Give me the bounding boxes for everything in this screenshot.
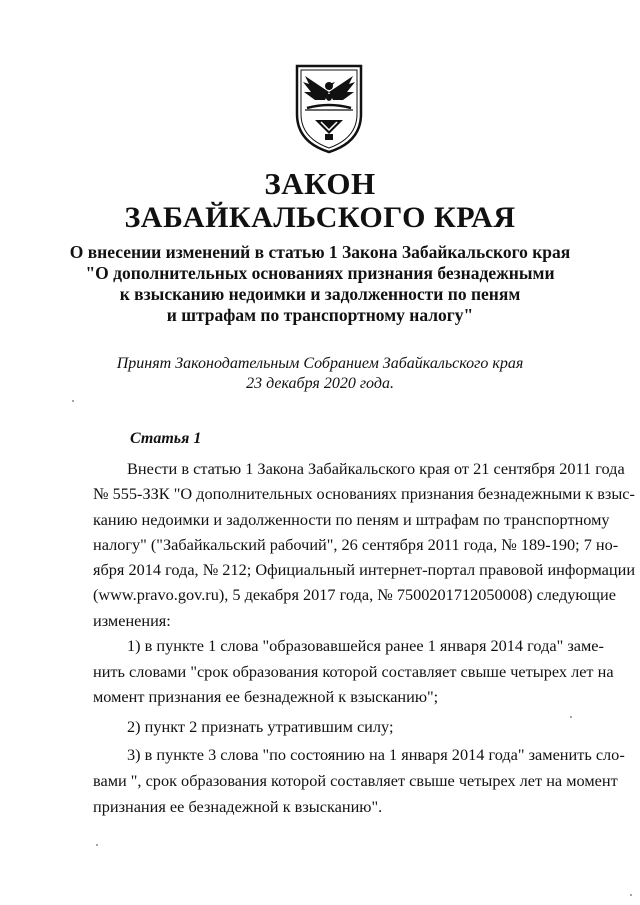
article-paragraph-line: Внести в статью 1 Закона Забайкальского края от 21 сентября 2011 года xyxy=(127,459,625,478)
amendment-item-line: 3) в пункте 3 слова "по состоянию на 1 января 2014 года" заменить сло- xyxy=(127,745,625,764)
amendment-item-line: 2) пункт 2 признать утратившим силу; xyxy=(127,717,394,736)
article-paragraph-line: № 555-ЗЗК "О дополнительных основаниях признания безнадежными к взыс- xyxy=(93,484,635,503)
subtitle-line: "О дополнительных основаниях признания безнадежными xyxy=(85,263,555,283)
article-paragraph-line: налогу" ("Забайкальский рабочий", 26 сентября 2011 года, № 189-190; 7 но- xyxy=(93,535,619,554)
amendment-item-line: вами ", срок образования которой составляет свыше четырех лет на момент xyxy=(93,771,618,790)
coat-of-arms-icon xyxy=(291,62,367,154)
amendment-item-line: нить словами "срок образования которой составляет свыше четырех лет на xyxy=(93,662,614,681)
subtitle-line: О внесении изменений в статью 1 Закона Забайкальского края xyxy=(69,242,571,262)
article-paragraph-line: канию недоимки и задолженности по пеням и штрафам по транспортному xyxy=(93,510,610,529)
amendment-item-line: признания ее безнадежной к взысканию". xyxy=(93,797,383,816)
scan-speck xyxy=(72,400,74,402)
article-paragraph-line: (www.pravo.gov.ru), 5 декабря 2017 года, № 7500201712050008) следующие xyxy=(93,585,617,604)
document-title: ЗАКОН xyxy=(264,166,376,201)
adoption-date: 23 декабря 2020 года. xyxy=(246,375,394,392)
article-title: Статья 1 xyxy=(130,430,202,447)
article-paragraph-line: ября 2014 года, № 212; Официальный интернет-портал правовой информации xyxy=(93,560,636,579)
scan-speck xyxy=(630,894,632,896)
subtitle-line: к взысканию недоимки и задолженности по пеням xyxy=(119,284,521,304)
subtitle-line: и штрафам по транспортному налогу" xyxy=(166,305,474,325)
amendment-item-line: момент признания ее безнадежной к взысканию"; xyxy=(93,687,439,706)
scan-speck xyxy=(96,844,98,846)
document-region-title: ЗАБАЙКАЛЬСКОГО КРАЯ xyxy=(124,201,516,234)
amendment-item-line: 1) в пункте 1 слова "образовавшейся ранее 1 января 2014 года" заме- xyxy=(127,636,604,655)
article-paragraph-line: изменения: xyxy=(93,611,171,630)
scan-speck xyxy=(570,716,572,718)
adoption-statement: Принят Законодательным Собранием Забайкальского края xyxy=(116,355,524,372)
